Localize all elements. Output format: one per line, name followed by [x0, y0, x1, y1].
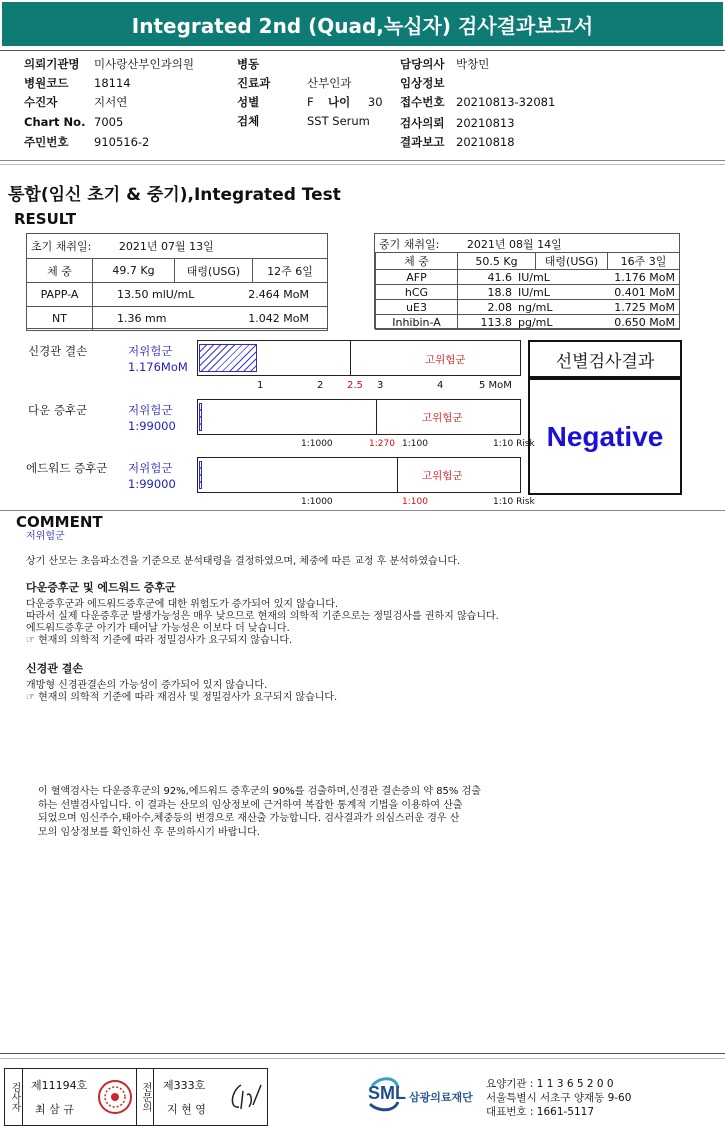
specialist-no: 제333호 — [163, 1079, 206, 1092]
comment-line: 에드워드증후군 아기가 태어날 가능성은 이보다 더 낮습니다. — [26, 623, 290, 634]
field-label: 병원코드 — [24, 76, 69, 90]
institution-code: 요양기관 : 1 1 3 6 5 2 0 0 — [486, 1078, 614, 1090]
first-date-label: 초기 채취일: — [31, 240, 92, 253]
header-field — [24, 115, 123, 129]
risk-name: 에드워드 증후군 — [26, 461, 108, 475]
header-field — [237, 75, 351, 91]
header-field — [400, 75, 456, 91]
first-row-mom: 2.464 MoM — [248, 288, 309, 301]
header-field — [237, 56, 307, 72]
high-risk-label: 고위험군 — [425, 354, 466, 366]
report-title: Integrated 2nd (Quad,녹십자) 검사결과보고서 — [2, 2, 723, 46]
screening-result-box — [528, 378, 682, 495]
lab-address: 서울특별시 서초구 양재동 9-60 — [486, 1092, 632, 1104]
risk-tick-label: 1:10 Risk — [493, 439, 535, 449]
field-label: 임상정보 — [400, 76, 445, 90]
field-label: Chart No. — [24, 115, 86, 129]
second-header-cell: 50.5 Kg — [458, 253, 536, 270]
risk-tick-label: 1:1000 — [301, 497, 333, 507]
field-label: 검체 — [237, 114, 260, 128]
comment-title: COMMENT — [16, 513, 103, 531]
analyte-mom: 0.401 MoM — [614, 285, 675, 299]
comment-note — [38, 785, 481, 839]
risk-tick-label: 1 — [257, 380, 264, 391]
field-value: 지서연 — [94, 95, 128, 109]
risk-value: 1:99000 — [128, 477, 176, 491]
lab-name: 삼광의료재단 — [409, 1091, 473, 1104]
first-date: 2021년 07월 13일 — [118, 240, 214, 253]
risk-name: 신경관 결손 — [28, 344, 88, 358]
comment-line: 다운증후군과 에드워드증후군에 대한 위험도가 증가되어 있지 않습니다. — [26, 599, 339, 610]
second-date-label: 중기 채취일: — [379, 238, 440, 251]
risk-tick-label: 3 — [377, 380, 384, 391]
second-header-cell: 태령(USG) — [536, 253, 608, 270]
risk-bar — [197, 457, 521, 493]
comment-down-title: 다운증후군 및 에드워드 증후군 — [26, 581, 176, 594]
second-header-cell: 체 중 — [376, 253, 458, 270]
field-value: 910516-2 — [94, 135, 150, 149]
table-row — [376, 285, 680, 300]
analyte-value: 41.6 — [487, 270, 512, 284]
risk-fill — [199, 461, 202, 489]
field-value: 20210813 — [456, 116, 515, 130]
analyte-mom: 1.725 MoM — [614, 300, 675, 314]
comment-line: ☞ 현재의 의학적 기준에 따라 재검사 및 정밀검사가 요구되지 않습니다. — [26, 692, 338, 703]
risk-bar — [197, 399, 521, 435]
inspector-name: 최 삼 규 — [35, 1103, 74, 1116]
field-label: 검사의뢰 — [400, 116, 445, 130]
risk-tick-label: 1:100 — [402, 439, 428, 449]
header-field — [400, 134, 515, 150]
screening-title: 선별검사결과 — [555, 351, 655, 372]
comment-down-lines — [26, 599, 499, 647]
field-label: 접수번호 — [400, 95, 445, 109]
field-label: 성별 — [237, 95, 260, 109]
header-field — [400, 56, 489, 72]
analyte-value: 2.08 — [487, 300, 512, 314]
analyte-value: 113.8 — [480, 315, 512, 329]
first-row-mom: 1.042 MoM — [248, 312, 309, 325]
first-ga-label: 태령(USG) — [175, 259, 253, 283]
comment-line: 이 혈액검사는 다운증후군의 92%,에드워드 증후군의 90%를 검출하며,신경관 결손증의 약 85% 검출 — [38, 786, 481, 797]
signature — [227, 1081, 263, 1115]
comment-ntd-title: 신경관 결손 — [26, 662, 83, 675]
second-header-cell: 16주 3일 — [608, 253, 680, 270]
analyte-unit: IU/mL — [518, 270, 550, 284]
analyte-name: Inhibin-A — [376, 315, 458, 330]
field-value: SST Serum — [307, 114, 370, 128]
field-value: 20210813-32081 — [456, 95, 556, 109]
risk-tick-label: 1:10 Risk — [493, 497, 535, 507]
header-field — [237, 94, 314, 110]
field-label: 주민번호 — [24, 135, 69, 149]
first-weight-label: 체 중 — [27, 259, 93, 283]
risk-tick-label: 4 — [437, 380, 444, 391]
screening-result: Negative — [546, 420, 664, 452]
table-row — [376, 315, 680, 330]
field-label: 수진자 — [24, 95, 58, 109]
header-field — [24, 94, 127, 110]
risk-tick-label: 2.5 — [347, 380, 363, 391]
risk-cutoff-line — [350, 341, 351, 375]
first-row-name: NT — [27, 307, 93, 331]
analyte-value: 18.8 — [487, 285, 512, 299]
comment-line1: 상기 산모는 초음파소견을 기준으로 분석태령을 결정하였으며, 체중에 따른 교정 후 분석하였습니다. — [26, 556, 461, 567]
lab-logo — [364, 1074, 504, 1118]
comment-line: ☞ 현재의 의학적 기준에 따라 정밀검사가 요구되지 않습니다. — [26, 635, 293, 646]
low-risk-label: 저위험군 — [128, 461, 173, 475]
field-value: 20210818 — [456, 135, 515, 149]
test-title: 통합(임신 초기 & 중기),Integrated Test — [8, 185, 341, 205]
analyte-mom: 1.176 MoM — [614, 270, 675, 284]
risk-name: 다운 증후군 — [28, 403, 88, 417]
specialist-label: 전문의 — [136, 1069, 154, 1125]
field-label: 결과보고 — [400, 135, 445, 149]
second-date: 2021년 08월 14일 — [466, 238, 562, 251]
header-field — [24, 134, 149, 150]
first-row-name: PAPP-A — [27, 283, 93, 307]
first-weight: 49.7 Kg — [93, 259, 175, 283]
first-ga: 12주 6일 — [253, 259, 328, 283]
field-value: F — [307, 95, 314, 109]
comment-line: 되었으며 임신주수,태아수,체중등의 변경으로 재산출 가능합니다. 검사결과가 의심스러운 경우 산 — [38, 813, 460, 824]
first-trimester-box — [26, 233, 328, 329]
risk-tick-label: 2 — [317, 380, 324, 391]
age-value: 30 — [367, 95, 383, 109]
field-label: 의뢰기관명 — [24, 57, 80, 71]
screening-title-box — [528, 340, 682, 378]
first-row-value: 13.50 mlU/mL — [117, 288, 195, 301]
field-value: 18114 — [94, 76, 131, 90]
second-trimester-box — [374, 233, 680, 329]
specialist-name: 지 현 영 — [167, 1103, 206, 1116]
header-field — [24, 75, 131, 91]
high-risk-label: 고위험군 — [422, 412, 463, 424]
analyte-name: uE3 — [376, 300, 458, 315]
risk-cutoff-line — [376, 400, 377, 434]
risk-fill — [199, 344, 257, 372]
risk-tick-label: 1:270 — [369, 439, 395, 449]
lab-phone: 대표번호 : 1661-5117 — [486, 1106, 595, 1118]
table-row — [376, 270, 680, 285]
analyte-mom: 0.650 MoM — [614, 315, 675, 329]
field-value: 7005 — [94, 115, 124, 129]
risk-value: 1:99000 — [128, 419, 176, 433]
comment-line: 모의 임상정보를 확인하신 후 문의하시기 바랍니다. — [38, 826, 260, 838]
header-field — [24, 56, 194, 72]
comment-ntd-lines — [26, 680, 337, 704]
field-value: 박창민 — [456, 57, 490, 71]
low-risk-label: 저위험군 — [128, 403, 173, 417]
analyte-unit: ng/mL — [518, 300, 553, 314]
comment-line: 따라서 실제 다운증후군 발생가능성은 매우 낮으므로 현재의 의학적 기준으로는 정밀검사를 권하지 않습니다. — [26, 611, 499, 622]
logo-text: SML — [368, 1083, 406, 1103]
inspector-no: 제11194호 — [31, 1079, 88, 1092]
risk-tick-label: 5 MoM — [479, 380, 512, 391]
low-risk-label: 저위험군 — [128, 344, 173, 358]
field-value: 산부인과 — [307, 76, 352, 90]
first-row-value: 1.36 mm — [117, 312, 167, 325]
analyte-name: hCG — [376, 285, 458, 300]
header-field — [400, 94, 555, 110]
header-field — [237, 113, 370, 129]
analyte-name: AFP — [376, 270, 458, 285]
risk-value: 1.176MoM — [128, 360, 188, 374]
risk-bar — [197, 340, 521, 376]
analyte-unit: IU/mL — [518, 285, 550, 299]
risk-cutoff-line — [397, 458, 398, 492]
age-label: 나이 — [328, 95, 351, 109]
field-label: 담당의사 — [400, 57, 445, 71]
risk-tick-label: 1:100 — [402, 497, 428, 507]
risk-fill — [199, 403, 202, 431]
seal-stamp — [97, 1079, 133, 1115]
inspector-label: 검사자 — [5, 1069, 23, 1125]
table-row — [376, 300, 680, 315]
field-value: 미사랑산부인과의원 — [94, 57, 194, 71]
comment-risk-label: 저위험군 — [26, 531, 65, 542]
header-info — [0, 56, 725, 156]
comment-line: 개방형 신경관결손의 가능성이 증가되어 있지 않습니다. — [26, 680, 268, 691]
field-label: 진료과 — [237, 76, 271, 90]
analyte-unit: pg/mL — [518, 315, 553, 329]
signature-box — [4, 1068, 268, 1126]
field-label: 병동 — [237, 57, 260, 71]
comment-line: 하는 선별검사입니다. 이 결과는 산모의 임상정보에 근거하여 복잡한 통계적 기법을 이용하여 산출 — [38, 799, 463, 811]
high-risk-label: 고위험군 — [422, 470, 463, 482]
header-field — [400, 115, 515, 131]
risk-tick-label: 1:1000 — [301, 439, 333, 449]
result-label: RESULT — [14, 210, 77, 228]
